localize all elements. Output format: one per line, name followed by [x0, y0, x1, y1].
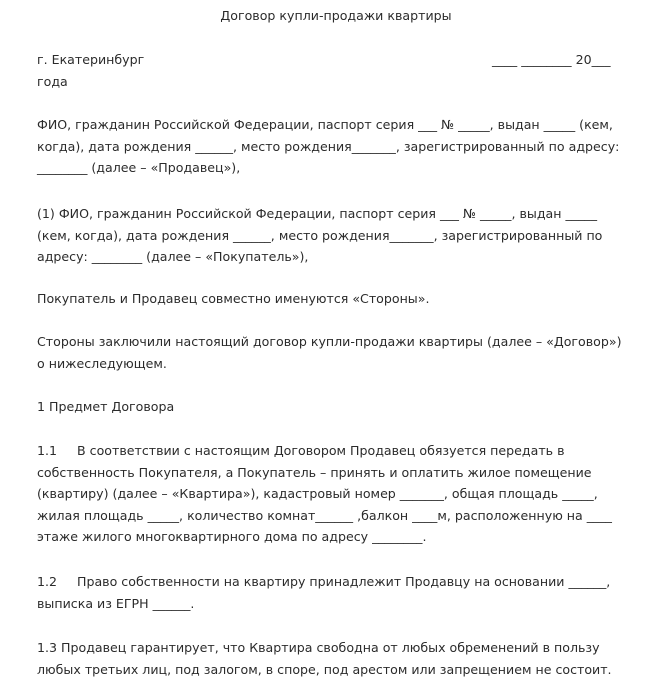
clause-1-2-number: 1.2 [37, 574, 58, 589]
clause-1-2-text: Право собственности на квартиру принадлежит Продавцу на основании ______, выписка из ЕГРН ______. [37, 574, 611, 611]
section-1-title: Предмет Договора [49, 399, 175, 414]
clause-1-1-text: В соответствии с настоящим Договором Продавец обязуется передать в собственность Покупателя, а Покупатель – принять и оплатить жилое помещение (квартиру) (далее – «Квартира»), кадастровый номер _______, общая площадь _____, жилая площадь _____, количество комнат______ ,балкон ____м, расположенную на ____ этаже жилого многоквартирного дома по адресу ________. [37, 443, 612, 545]
clause-1-1-number: 1.1 [37, 443, 58, 458]
clause-1-3: 1.3 Продавец гарантирует, что Квартира свободна от любых обременений в пользу любых третьих лиц, под залогом, в споре, под арестом или запрещением не состоит. [37, 640, 612, 677]
clause-1-1 [37, 440, 623, 548]
agreement-paragraph: Стороны заключили настоящий договор купли-продажи квартиры (далее – «Договор») о нижеследующем. [37, 334, 622, 371]
section-1-number: 1 [37, 399, 46, 414]
contract-city: г. Екатеринбург [37, 52, 145, 67]
parties-paragraph: Покупатель и Продавец совместно именуются «Стороны». [37, 291, 430, 306]
seller-paragraph: ФИО, гражданин Российской Федерации, паспорт серия ___ № _____, выдан _____ (кем, когда), дата рождения ______, место рождения_______, зарегистрированный по адресу: ________ (далее – «Продавец»), [37, 117, 620, 176]
contract-date-blank: ____ ________ 20___ [492, 52, 611, 67]
clause-1-2 [37, 571, 623, 614]
contract-year-word: года [37, 74, 68, 89]
document-title: Договор купли-продажи квартиры [220, 8, 452, 23]
buyer-paragraph: (1) ФИО, гражданин Российской Федерации, паспорт серия ___ № _____, выдан _____ (кем, когда), дата рождения ______, место рождения_______, зарегистрированный по адресу: ________ (далее – «Покупатель»), [37, 206, 603, 265]
section-1-heading [37, 396, 623, 418]
